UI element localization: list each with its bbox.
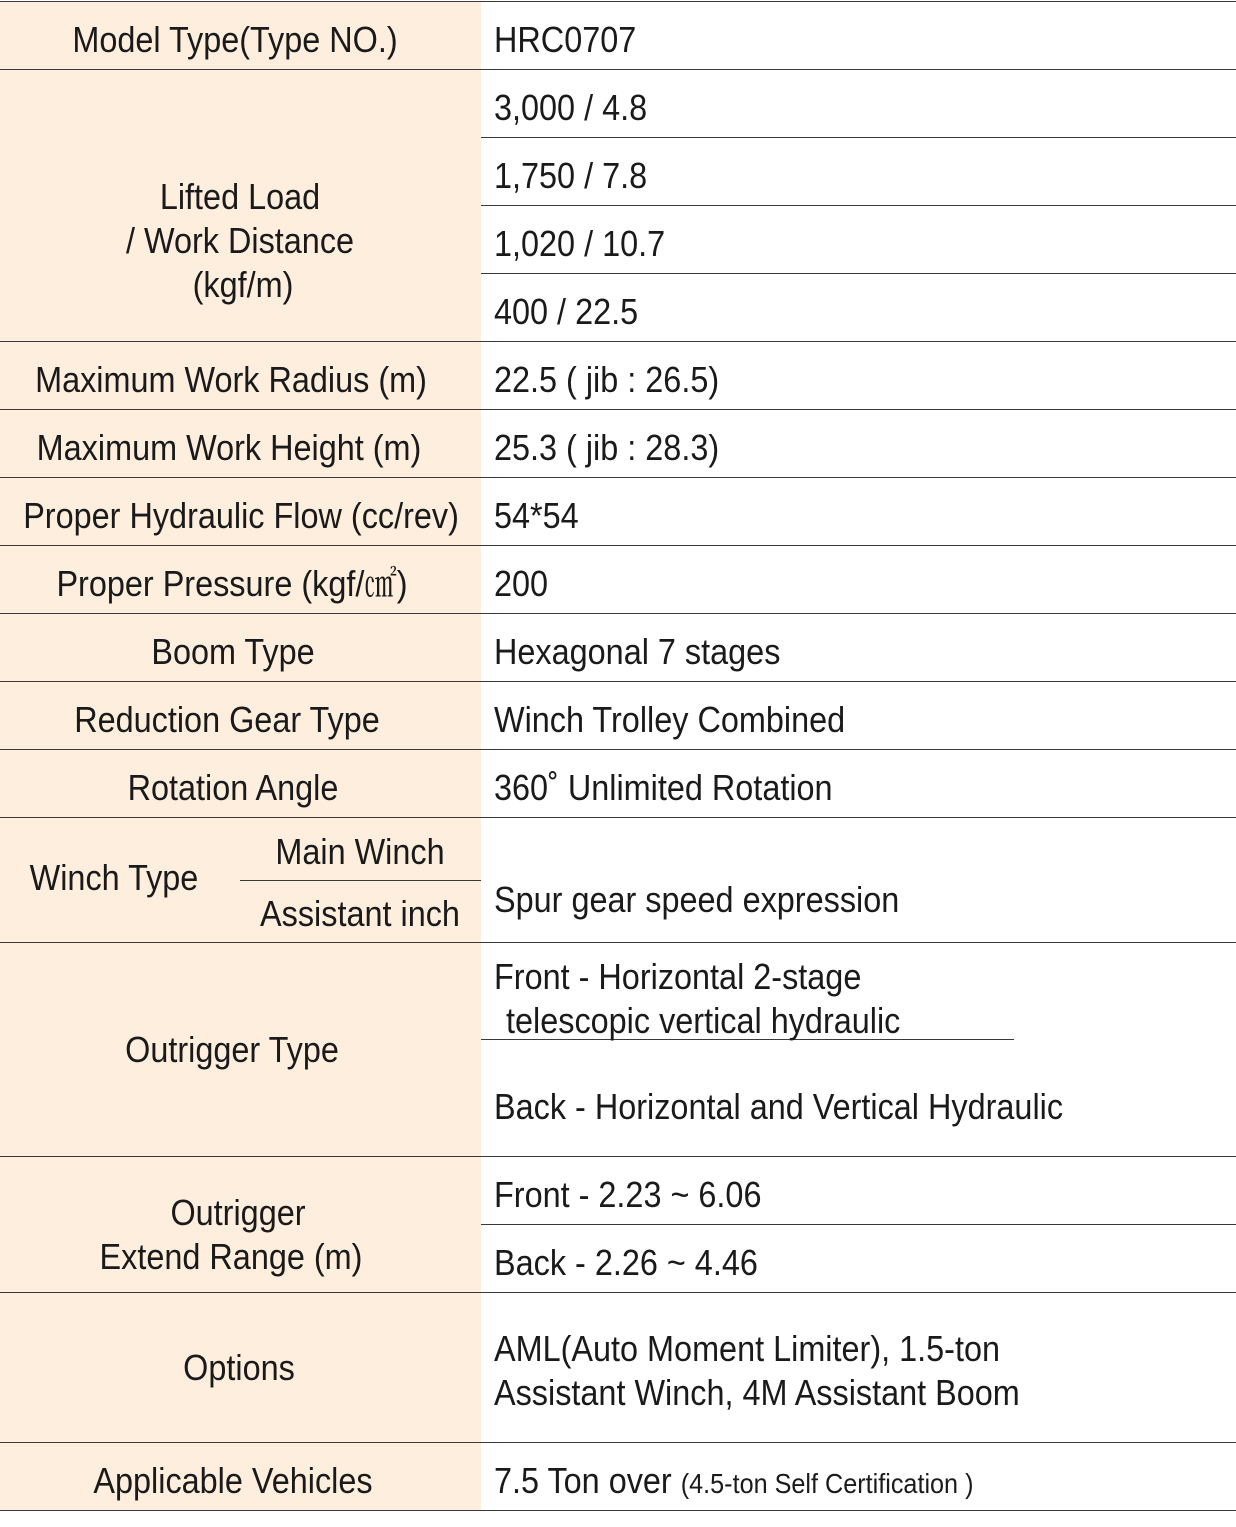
sub-row-rule [481,273,1236,274]
applicable-vehicles-main: 7.5 Ton over [494,1460,672,1501]
lifted-load-value: 1,750 / 7.8 [494,155,648,196]
rotation-angle-value: 360˚ Unlimited Rotation [494,767,833,808]
sub-row-rule [481,137,1236,138]
row-rule [0,1156,1236,1157]
applicable-vehicles-label: Applicable Vehicles [93,1460,373,1501]
row-rule [0,341,1236,342]
applicable-vehicles-value [494,1459,973,1506]
row-rule [0,69,1236,70]
row-rule [0,942,1236,943]
lifted-load-value: 3,000 / 4.8 [494,87,648,128]
outrigger-extend-back: Back - 2.26 ~ 4.46 [494,1242,758,1283]
main-winch-label: Main Winch [275,831,445,872]
lifted-load-label-line1: Lifted Load [159,176,321,217]
row-rule [0,817,1236,818]
lifted-load-label-line2: / Work Distance [125,220,355,261]
model-type-label: Model Type(Type NO.) [72,19,398,60]
boom-type-label: Boom Type [151,631,315,672]
options-label: Options [183,1347,295,1388]
max-work-height-value: 25.3 ( jib : 28.3) [494,427,720,468]
outrigger-extend-front: Front - 2.23 ~ 6.06 [494,1174,762,1215]
sub-row-rule [481,205,1236,206]
row-rule [0,681,1236,682]
proper-pressure-value: 200 [494,563,549,604]
proper-pressure-label: Proper Pressure (kgf/㎠) [56,563,408,604]
lifted-load-value: 1,020 / 10.7 [494,223,666,264]
winch-type-value: Spur gear speed expression [494,879,900,920]
row-rule [0,545,1236,546]
lifted-load-label-line3: (kgf/m) [192,264,294,305]
row-rule [0,1,1236,2]
boom-type-value: Hexagonal 7 stages [494,631,781,672]
outrigger-front-line1: Front - Horizontal 2-stage [494,956,862,997]
row-rule [0,1510,1236,1511]
outrigger-extend-label-line1: Outrigger [170,1192,306,1233]
row-rule [0,749,1236,750]
max-work-radius-label: Maximum Work Radius (m) [35,359,427,400]
row-rule [0,1292,1236,1293]
winch-type-label: Winch Type [29,857,199,898]
outrigger-front-line2: telescopic vertical hydraulic [506,1000,901,1041]
model-type-value: HRC0707 [494,19,637,60]
sub-row-rule [481,1224,1236,1225]
row-rule [0,477,1236,478]
outrigger-type-label: Outrigger Type [125,1029,339,1070]
max-work-radius-value: 22.5 ( jib : 26.5) [494,359,720,400]
options-line2: Assistant Winch, 4M Assistant Boom [494,1372,1020,1413]
lifted-load-value: 400 / 22.5 [494,291,639,332]
applicable-vehicles-note: (4.5-ton Self Certification ) [680,1468,974,1499]
assistant-winch-label: Assistant inch [260,893,460,934]
winch-sub-rule [240,880,481,881]
max-work-height-label: Maximum Work Height (m) [36,427,422,468]
outrigger-extend-label-line2: Extend Range (m) [99,1236,363,1277]
row-rule [0,613,1236,614]
row-rule [0,1442,1236,1443]
options-line1: AML(Auto Moment Limiter), 1.5-ton [494,1328,1000,1369]
hydraulic-flow-value: 54*54 [494,495,579,536]
outrigger-back-value: Back - Horizontal and Vertical Hydraulic [494,1086,1064,1127]
reduction-gear-type-value: Winch Trolley Combined [494,699,846,740]
rotation-angle-label: Rotation Angle [127,767,339,808]
reduction-gear-type-label: Reduction Gear Type [74,699,380,740]
row-rule [0,409,1236,410]
hydraulic-flow-label: Proper Hydraulic Flow (cc/rev) [23,495,459,536]
